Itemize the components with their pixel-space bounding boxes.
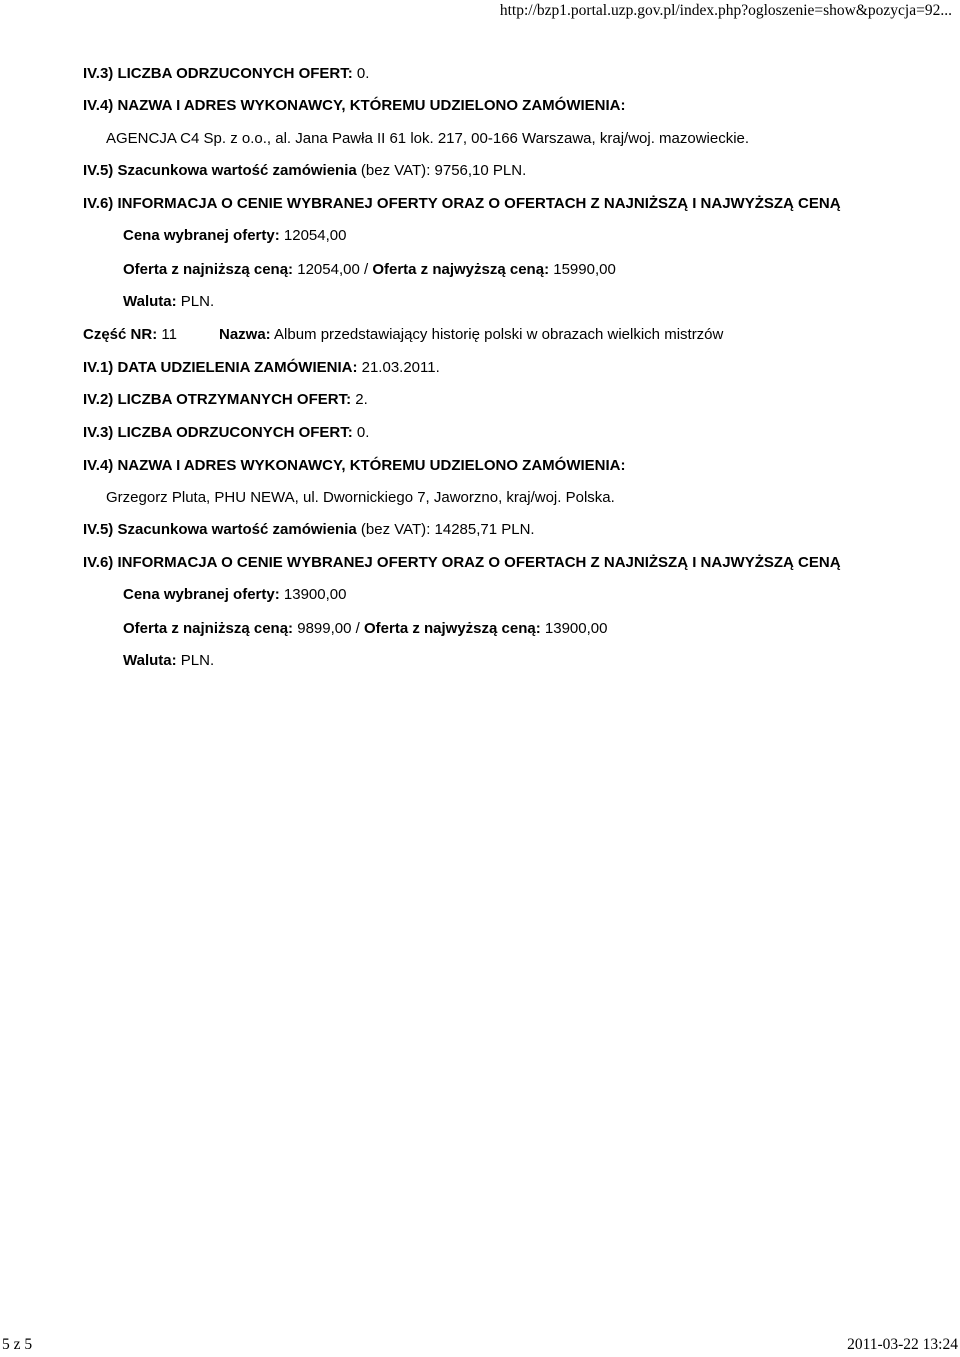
iv5-value: : 14285,71 PLN.	[426, 521, 535, 538]
highest-label: Oferta z najwyższą ceną:	[363, 620, 541, 637]
iv6-price-info-heading: IV.6) INFORMACJA O CENIE WYBRANEJ OFERTY ORAZ O OFERTACH Z NAJNIŻSZĄ I NAJWYŻSZĄ CENĄ	[83, 554, 841, 571]
iv5-label: IV.5) Szacunkowa wartość zamówienia	[83, 162, 357, 179]
currency-value: PLN.	[180, 293, 215, 310]
separator: /	[363, 261, 369, 278]
part-value: 11	[161, 326, 177, 343]
part-label: Część NR:	[83, 326, 158, 343]
iv3-label: IV.3) LICZBA ODRZUCONYCH OFERT:	[83, 65, 353, 82]
lowest-highest-offers	[123, 261, 616, 279]
price-value: 13900,00	[283, 586, 347, 603]
highest-value: 15990,00	[553, 261, 616, 278]
price-value: 12054,00	[283, 227, 347, 244]
price-label: Cena wybranej oferty:	[123, 586, 280, 603]
currency-value: PLN.	[180, 652, 215, 669]
iv5-estimated-value	[83, 521, 535, 539]
iv3-rejected-offers	[83, 424, 369, 442]
iv1-award-date	[83, 359, 440, 377]
lowest-label: Oferta z najniższą ceną:	[123, 620, 294, 637]
lowest-highest-offers	[123, 620, 607, 638]
lowest-label: Oferta z najniższą ceną:	[123, 261, 294, 278]
lowest-value: 9899,00	[297, 620, 352, 637]
currency	[123, 652, 214, 670]
print-datetime: 2011-03-22 13:24	[847, 1336, 958, 1353]
name-label: Nazwa:	[219, 326, 271, 343]
iv4-contractor-heading: IV.4) NAZWA I ADRES WYKONAWCY, KTÓREMU UDZIELONO ZAMÓWIENIA:	[83, 97, 626, 114]
separator: /	[355, 620, 360, 637]
iv1-value: 21.03.2011.	[361, 359, 440, 376]
contractor-address: AGENCJA C4 Sp. z o.o., al. Jana Pawła II 61 lok. 217, 00-166 Warszawa, kraj/woj. mazowieckie.	[106, 130, 750, 147]
price-label: Cena wybranej oferty:	[123, 227, 280, 244]
iv1-label: IV.1) DATA UDZIELENIA ZAMÓWIENIA:	[83, 359, 358, 376]
highest-value: 13900,00	[544, 620, 608, 637]
lowest-value: 12054,00	[297, 261, 360, 278]
iv2-value: 2.	[355, 391, 368, 408]
iv5-label: IV.5) Szacunkowa wartość zamówienia	[83, 521, 357, 538]
iv3-value: 0.	[356, 65, 370, 82]
iv5-note: (bez VAT)	[360, 162, 427, 179]
iv5-value: : 9756,10 PLN.	[426, 162, 527, 179]
contractor-address: Grzegorz Pluta, PHU NEWA, ul. Dwornickiego 7, Jaworzno, kraj/woj. Polska.	[106, 489, 615, 506]
iv5-estimated-value	[83, 162, 526, 180]
iv5-note: (bez VAT)	[360, 521, 427, 538]
iv3-rejected-offers	[83, 65, 369, 83]
currency-label: Waluta:	[123, 652, 177, 669]
iv3-value: 0.	[356, 424, 370, 441]
selected-offer-price	[123, 586, 346, 604]
part-name	[219, 326, 723, 344]
selected-offer-price	[123, 227, 346, 245]
page-counter: 5 z 5	[2, 1336, 33, 1353]
currency	[123, 293, 214, 311]
iv3-label: IV.3) LICZBA ODRZUCONYCH OFERT:	[83, 424, 353, 441]
page-url: http://bzp1.portal.uzp.gov.pl/index.php?ogloszenie=show&pozycja=92...	[499, 2, 952, 19]
name-value: Album przedstawiający historię polski w obrazach wielkich mistrzów	[274, 326, 724, 343]
highest-label: Oferta z najwyższą ceną:	[372, 261, 550, 278]
currency-label: Waluta:	[123, 293, 177, 310]
iv2-label: IV.2) LICZBA OTRZYMANYCH OFERT:	[83, 391, 352, 408]
iv4-contractor-heading: IV.4) NAZWA I ADRES WYKONAWCY, KTÓREMU UDZIELONO ZAMÓWIENIA:	[83, 457, 626, 474]
part-number	[83, 326, 177, 344]
iv2-received-offers	[83, 391, 368, 409]
iv6-price-info-heading: IV.6) INFORMACJA O CENIE WYBRANEJ OFERTY ORAZ O OFERTACH Z NAJNIŻSZĄ I NAJWYŻSZĄ CENĄ	[83, 195, 841, 212]
